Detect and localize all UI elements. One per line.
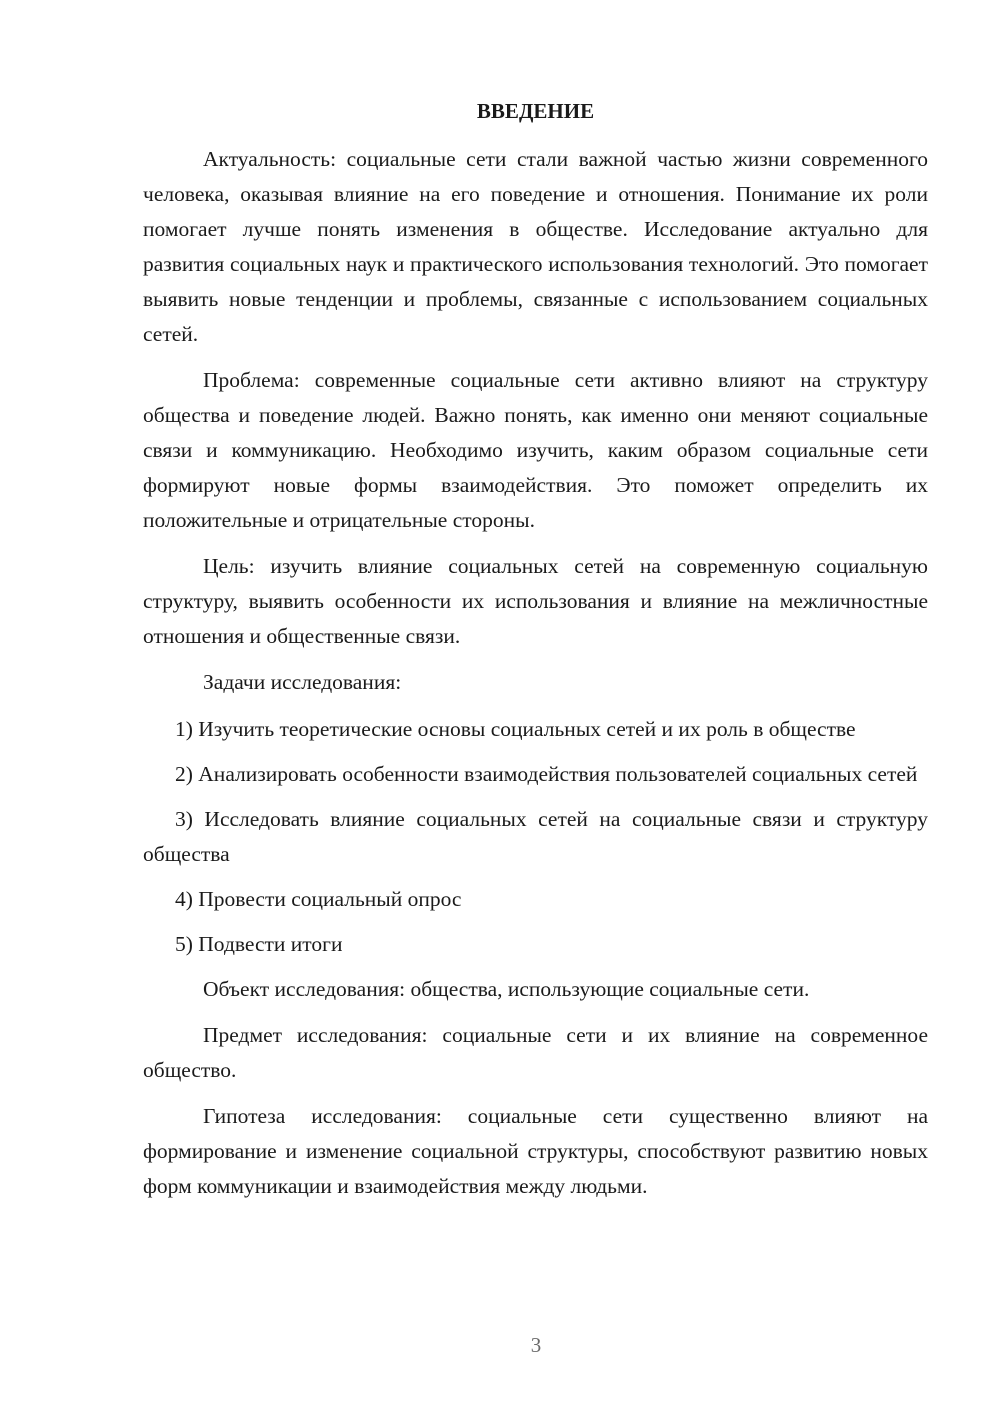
task-item-2: 2) Анализировать особенности взаимодействия пользователей социальных сетей bbox=[175, 762, 918, 786]
paragraph-object: Объект исследования: общества, использующие социальные сети. bbox=[203, 977, 810, 1001]
paragraph-subject: Предмет исследования: социальные сети и их влияние на современное общество. bbox=[143, 1023, 928, 1082]
paragraph-problem: Проблема: современные социальные сети активно влияют на структуру общества и поведение людей. Важно понять, как именно они меняют социальные связи и коммуникацию. Необходимо изучить, каким образом социальные сети формируют новые формы взаимодействия. Это поможет определить их положительные и отрицательные стороны. bbox=[143, 368, 928, 532]
paragraph-goal: Цель: изучить влияние социальных сетей на современную социальную структуру, выявить особенности их использования и влияние на межличностные отношения и общественные связи. bbox=[143, 554, 928, 648]
task-item-1: 1) Изучить теоретические основы социальных сетей и их роль в обществе bbox=[175, 717, 856, 741]
task-item-5: 5) Подвести итоги bbox=[175, 932, 343, 956]
page-title: ВВЕДЕНИЕ bbox=[476, 99, 595, 123]
document-page bbox=[143, 96, 928, 1215]
tasks-heading: Задачи исследования: bbox=[203, 670, 402, 694]
task-item-3: 3) Исследовать влияние социальных сетей на социальные связи и структуру общества bbox=[143, 807, 928, 866]
paragraph-hypothesis: Гипотеза исследования: социальные сети существенно влияют на формирование и изменение социальной структуры, способствуют развитию новых форм коммуникации и взаимодействия между людьми. bbox=[143, 1104, 928, 1198]
page-number: 3 bbox=[530, 1333, 542, 1357]
paragraph-relevance: Актуальность: социальные сети стали важной частью жизни современного человека, оказывая влияние на его поведение и отношения. Понимание их роли помогает лучше понять изменения в обществе. Исследование актуально для развития социальных наук и практического использования технологий. Это помогает выявить новые тенденции и проблемы, связанные с использованием социальных сетей. bbox=[143, 147, 928, 346]
task-item-4: 4) Провести социальный опрос bbox=[175, 887, 462, 911]
